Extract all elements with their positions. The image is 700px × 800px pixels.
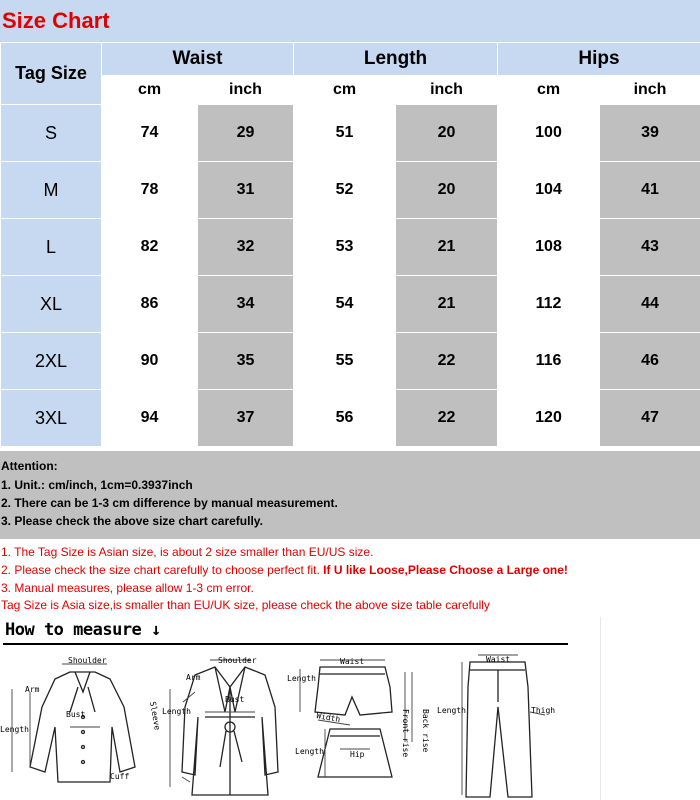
table-cell: 86 [102, 276, 198, 333]
attention-line: 3. Please check the above size chart carefully. [1, 514, 263, 528]
table-cell: 108 [498, 219, 600, 276]
waist-header: Waist [102, 43, 294, 76]
table-row [1, 219, 700, 276]
diagram-label: Sleeve [148, 700, 162, 731]
diagram-label: Hip [350, 750, 365, 759]
table-cell: 22 [396, 390, 498, 447]
table-cell: 46 [600, 333, 700, 390]
diagram-label: Bust [66, 710, 86, 719]
table-cell: 29 [198, 105, 294, 162]
arrow-down-icon: ↓ [151, 620, 161, 640]
table-row [1, 105, 700, 162]
table-row [1, 162, 700, 219]
table-cell: 78 [102, 162, 198, 219]
unit-header: inch [396, 76, 498, 105]
length-header: Length [294, 43, 498, 76]
diagram-label: Width [315, 711, 341, 725]
table-cell: 20 [396, 105, 498, 162]
tag-size-header: Tag Size [1, 43, 102, 105]
unit-header: inch [198, 76, 294, 105]
diagram-label: Arm [186, 673, 201, 682]
diagram-label: Front rise [401, 709, 410, 758]
diagram-label: Length [162, 707, 191, 716]
table-cell: 55 [294, 333, 396, 390]
diagram-label: Length [287, 674, 316, 683]
table-cell: 21 [396, 276, 498, 333]
diagram-label: Bust [225, 695, 245, 704]
attention-line: 1. Unit.: cm/inch, 1cm=0.3937inch [1, 478, 193, 492]
unit-header: cm [102, 76, 198, 105]
size-label: L [1, 219, 102, 276]
size-label: S [1, 105, 102, 162]
table-cell: 112 [498, 276, 600, 333]
note-emphasis: If U like Loose,Please Choose a Large one! [323, 563, 568, 577]
diagram-label: Length [0, 725, 29, 734]
how-to-measure-section [0, 617, 600, 800]
diagram-label: Waist [340, 657, 365, 666]
table-cell: 100 [498, 105, 600, 162]
table-cell: 54 [294, 276, 396, 333]
blank-panel [600, 617, 700, 800]
table-cell: 52 [294, 162, 396, 219]
size-label: 2XL [1, 333, 102, 390]
diagram-label: Length [295, 747, 324, 756]
diagram-label: Waist [486, 655, 511, 664]
table-cell: 53 [294, 219, 396, 276]
attention-box [0, 451, 700, 539]
table-cell: 41 [600, 162, 700, 219]
table-cell: 74 [102, 105, 198, 162]
title-bar [0, 0, 700, 42]
table-cell: 37 [198, 390, 294, 447]
table-row [1, 333, 700, 390]
table-cell: 51 [294, 105, 396, 162]
table-cell: 120 [498, 390, 600, 447]
table-row [1, 390, 700, 447]
table-cell: 32 [198, 219, 294, 276]
size-label: M [1, 162, 102, 219]
diagram-label: Back rise [421, 709, 430, 753]
attention-heading: Attention: [1, 459, 58, 473]
table-cell: 47 [600, 390, 700, 447]
table-cell: 116 [498, 333, 600, 390]
shorts-illustration [315, 667, 392, 715]
table-cell: 56 [294, 390, 396, 447]
diagram-label: Thigh [531, 706, 556, 715]
size-label: XL [1, 276, 102, 333]
note-line: Tag Size is Asia size,is smaller than EU/UK size, please check the above size table carefully [1, 598, 490, 612]
table-cell: 35 [198, 333, 294, 390]
note-line: 3. Manual measures, please allow 1-3 cm error. [1, 581, 254, 595]
table-cell: 44 [600, 276, 700, 333]
unit-header: inch [600, 76, 700, 105]
diagram-label: Shoulder [218, 656, 257, 665]
unit-header: cm [294, 76, 396, 105]
table-cell: 20 [396, 162, 498, 219]
diagram-label: Shoulder [68, 656, 107, 665]
table-cell: 104 [498, 162, 600, 219]
measurement-diagrams [0, 617, 600, 800]
diagram-label: Cuff [110, 772, 130, 781]
coat-illustration [182, 667, 278, 795]
note-text: 2. Please check the size chart carefully to choose perfect fit. [1, 563, 320, 577]
unit-header: cm [498, 76, 600, 105]
table-cell: 34 [198, 276, 294, 333]
table-cell: 21 [396, 219, 498, 276]
diagram-label: Length [437, 706, 466, 715]
diagram-label: Arm [25, 685, 40, 694]
table-cell: 94 [102, 390, 198, 447]
table-cell: 22 [396, 333, 498, 390]
attention-line: 2. There can be 1-3 cm difference by manual measurement. [1, 496, 338, 510]
table-cell: 90 [102, 333, 198, 390]
table-cell: 31 [198, 162, 294, 219]
size-table [0, 42, 700, 447]
note-line [1, 563, 568, 577]
table-cell: 82 [102, 219, 198, 276]
hips-header: Hips [498, 43, 700, 76]
trousers-illustration [466, 662, 532, 797]
table-cell: 39 [600, 105, 700, 162]
measure-title-text: How to measure [5, 620, 142, 640]
table-cell: 43 [600, 219, 700, 276]
page-title: Size Chart [2, 8, 110, 33]
size-label: 3XL [1, 390, 102, 447]
table-row [1, 276, 700, 333]
note-line: 1. The Tag Size is Asian size, is about 2 size smaller than EU/US size. [1, 545, 374, 559]
